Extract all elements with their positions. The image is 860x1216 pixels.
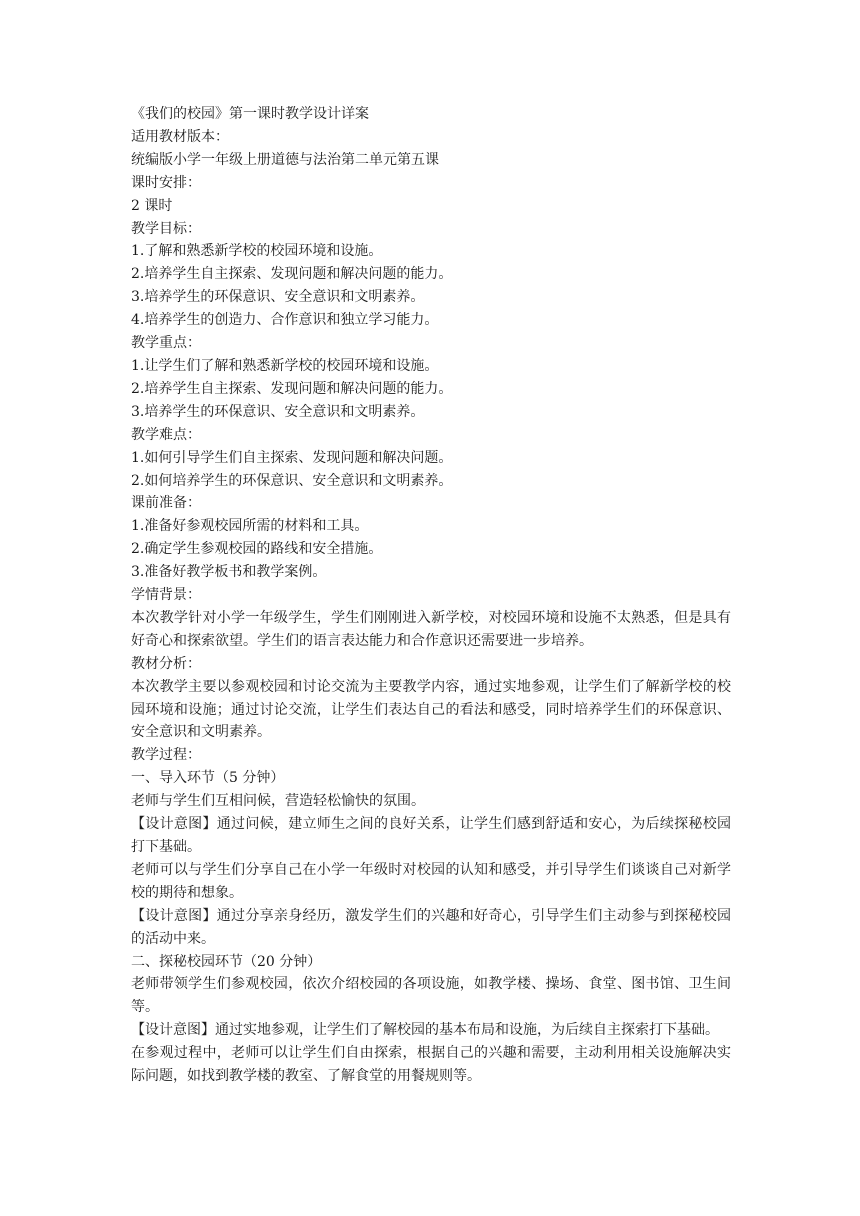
difficulty-item: 2.如何培养学生的环保意识、安全意识和文明素养。 [131,472,453,489]
edition-text: 统编版小学一年级上册道德与法治第二单元第五课 [131,151,439,168]
key-point-item: 1.让学生们了解和熟悉新学校的校园环境和设施。 [131,357,439,374]
design-intent-paragraph: 【设计意图】通过问候，建立师生之间的良好关系，让学生们感到舒适和安心，为后续探秘校园打下基础。 [131,816,731,855]
schedule-text: 2 课时 [131,197,173,214]
difficulties-label: 教学难点： [131,426,201,443]
key-point-item: 3.培养学生的环保意识、安全意识和文明素养。 [131,403,425,420]
goal-item: 4.培养学生的创造力、合作意识和独立学习能力。 [131,312,439,329]
document-title: 《我们的校园》第一课时教学设计详案 [131,106,369,122]
analysis-paragraph: 本次教学主要以参观校园和讨论交流为主要教学内容，通过实地参观，让学生们了解新学校的校园环境和设施；通过讨论交流，让学生们表达自己的看法和感受，同时培养学生们的环保意识、安全意识和文明素养。 [131,678,731,741]
goals-label: 教学目标： [131,220,201,237]
design-intent-paragraph: 【设计意图】通过实地参观，让学生们了解校园的基本布局和设施，为后续自主探索打下基础。 [131,1022,719,1039]
key-point-item: 2.培养学生自主探索、发现问题和解决问题的能力。 [131,380,453,397]
analysis-label: 教材分析： [131,655,201,672]
section-heading: 二、探秘校园环节（20 分钟） [131,953,322,970]
preparation-item: 3.准备好教学板书和教学案例。 [131,564,327,581]
background-label: 学情背景： [131,587,201,604]
design-intent-paragraph: 【设计意图】通过分享亲身经历，激发学生们的兴趣和好奇心，引导学生们主动参与到探秘校园的活动中来。 [131,907,731,947]
section-paragraph: 老师带领学生们参观校园，依次介绍校园的各项设施，如教学楼、操场、食堂、图书馆、卫生间等。 [131,976,731,1016]
section-paragraph: 老师可以与学生们分享自己在小学一年级时对校园的认知和感受，并引导学生们谈谈自己对新学校的期待和想象。 [131,861,731,901]
goal-item: 3.培养学生的环保意识、安全意识和文明素养。 [131,289,425,306]
background-paragraph: 本次教学针对小学一年级学生，学生们刚刚进入新学校，对校园环境和设施不太熟悉，但是具有好奇心和探索欲望。学生们的语言表达能力和合作意识还需要进一步培养。 [131,609,731,649]
section-heading: 一、导入环节（5 分钟） [131,770,285,787]
goal-item: 1.了解和熟悉新学校的校园环境和设施。 [131,243,383,260]
document-body [131,103,731,1088]
process-label: 教学过程： [131,747,201,764]
key-points-label: 教学重点： [131,335,201,352]
difficulty-item: 1.如何引导学生们自主探索、发现问题和解决问题。 [131,449,453,466]
section-paragraph: 老师与学生们互相问候，营造轻松愉快的氛围。 [131,793,425,810]
schedule-label: 课时安排： [131,174,201,191]
goal-item: 2.培养学生自主探索、发现问题和解决问题的能力。 [131,266,453,283]
preparation-item: 1.准备好参观校园所需的材料和工具。 [131,518,369,535]
preparation-label: 课前准备： [131,495,201,512]
preparation-item: 2.确定学生参观校园的路线和安全措施。 [131,541,383,558]
section-paragraph: 在参观过程中，老师可以让学生们自由探索，根据自己的兴趣和需要，主动利用相关设施解决实际问题，如找到教学楼的教室、了解食堂的用餐规则等。 [131,1045,731,1085]
edition-label: 适用教材版本： [131,128,229,145]
